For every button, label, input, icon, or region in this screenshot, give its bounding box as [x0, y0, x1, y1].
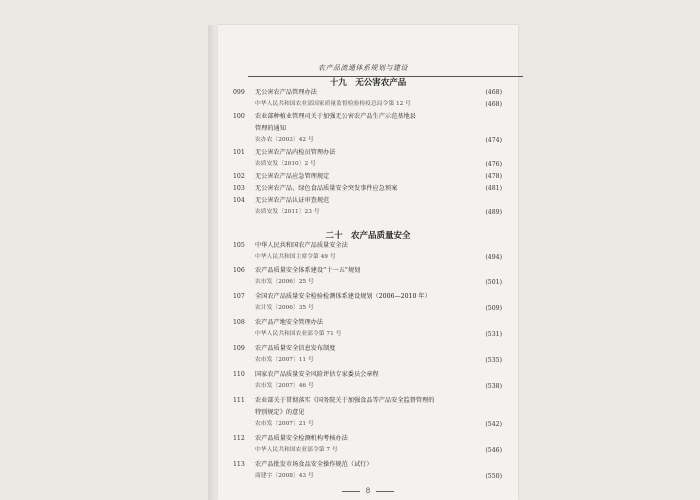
entry-title: 农产品产地安全管理办法 — [255, 319, 324, 326]
entry-page: (542) — [485, 421, 502, 428]
entry-page: (538) — [485, 383, 502, 390]
entry-title-continued: 特别规定》的意见 — [255, 409, 305, 416]
entry-number: 110 — [233, 371, 245, 378]
entry-number: 106 — [233, 267, 245, 274]
entry-number: 108 — [233, 319, 245, 326]
entry-page: (494) — [485, 254, 502, 261]
entry-page: (478) — [485, 173, 502, 180]
entry-title: 农产品质量安全检测机构考核办法 — [255, 435, 348, 442]
entry-number: 111 — [233, 397, 245, 404]
footer-dash-left — [342, 491, 360, 492]
entry-title: 农业部关于贯彻落实《国务院关于加强食品等产品安全监督管理的 — [255, 397, 435, 404]
entry-subtitle: 商建字〔2008〕43 号 — [255, 473, 314, 479]
page-number: 8 — [365, 487, 371, 495]
entry-subtitle: 农质安发〔2011〕23 号 — [255, 209, 320, 215]
entry-title: 无公害农产品管理办法 — [255, 89, 317, 96]
entry-subtitle: 中华人民共和国农业部国家质量监督检验检疫总局令第 12 号 — [255, 101, 411, 107]
entry-number: 105 — [233, 242, 245, 249]
entry-title: 农产品质量安全信息发布制度 — [255, 345, 336, 352]
entry-title: 无公害农产品、绿色食品质量安全突发事件应急预案 — [255, 185, 398, 192]
entry-page: (489) — [485, 209, 502, 216]
entry-title-continued: 管理的通知 — [255, 125, 286, 132]
entry-subtitle: 中华人民共和国主席令第 49 号 — [255, 254, 336, 260]
entry-title: 国家农产品质量安全风险评估专家委员会章程 — [255, 371, 379, 378]
entry-number: 109 — [233, 345, 245, 352]
entry-subtitle: 中华人民共和国农业部令第 71 号 — [255, 331, 342, 337]
entry-page: (509) — [485, 305, 502, 312]
entry-number: 099 — [233, 89, 245, 96]
entry-number: 104 — [233, 197, 245, 204]
entry-subtitle: 农质安发〔2010〕2 号 — [255, 161, 316, 167]
page-number-footer — [218, 487, 518, 495]
entry-page: (531) — [485, 331, 502, 338]
entry-number: 113 — [233, 461, 245, 468]
entry-subtitle: 农市发〔2006〕25 号 — [255, 279, 314, 285]
entry-page: (476) — [485, 161, 502, 168]
document-page — [218, 25, 518, 500]
entry-subtitle: 中华人民共和国农业部令第 7 号 — [255, 447, 338, 453]
entry-title: 无公害农产品应急管理规定 — [255, 173, 330, 180]
entry-subtitle: 农办农〔2003〕42 号 — [255, 137, 314, 143]
entry-subtitle: 农市发〔2007〕11 号 — [255, 357, 314, 363]
entry-title: 农业部种植业管理司关于加强无公害农产品生产示范基地县 — [255, 113, 416, 120]
entry-title: 无公害农产品内检员管理办法 — [255, 149, 336, 156]
entry-page: (474) — [485, 137, 502, 144]
entry-subtitle: 农市发〔2007〕46 号 — [255, 383, 314, 389]
entry-page: (481) — [485, 185, 502, 192]
entry-page: (546) — [485, 447, 502, 454]
entry-number: 103 — [233, 185, 245, 192]
entry-subtitle: 农计发〔2006〕35 号 — [255, 305, 314, 311]
section-title-20: 二十 农产品质量安全 — [325, 231, 411, 241]
entry-title: 全国农产品质量安全检验检测体系建设规划（2006—2010 年） — [255, 293, 431, 300]
section-title-19: 十九 无公害农产品 — [329, 78, 407, 88]
book-spine-shadow — [208, 25, 218, 500]
entry-title: 农产品质量安全体系建设“十一五”规划 — [255, 267, 361, 274]
entry-number: 101 — [233, 149, 245, 156]
entry-number: 100 — [233, 113, 245, 120]
running-head: 农产品流通体系规划与建设 — [318, 64, 408, 72]
entry-number: 107 — [233, 293, 245, 300]
entry-title: 农产品批发市场食品安全操作规范（试行） — [255, 461, 373, 468]
entry-page: (468) — [485, 101, 502, 108]
entry-number: 112 — [233, 435, 245, 442]
entry-page: (468) — [485, 89, 502, 96]
entry-subtitle: 农市发〔2007〕21 号 — [255, 421, 314, 427]
entry-title: 无公害农产品认证审查规范 — [255, 197, 330, 204]
entry-page: (501) — [485, 279, 502, 286]
entry-number: 102 — [233, 173, 245, 180]
entry-page: (550) — [485, 473, 502, 480]
entry-page: (535) — [485, 357, 502, 364]
footer-dash-right — [376, 491, 394, 492]
entry-title: 中华人民共和国农产品质量安全法 — [255, 242, 348, 249]
